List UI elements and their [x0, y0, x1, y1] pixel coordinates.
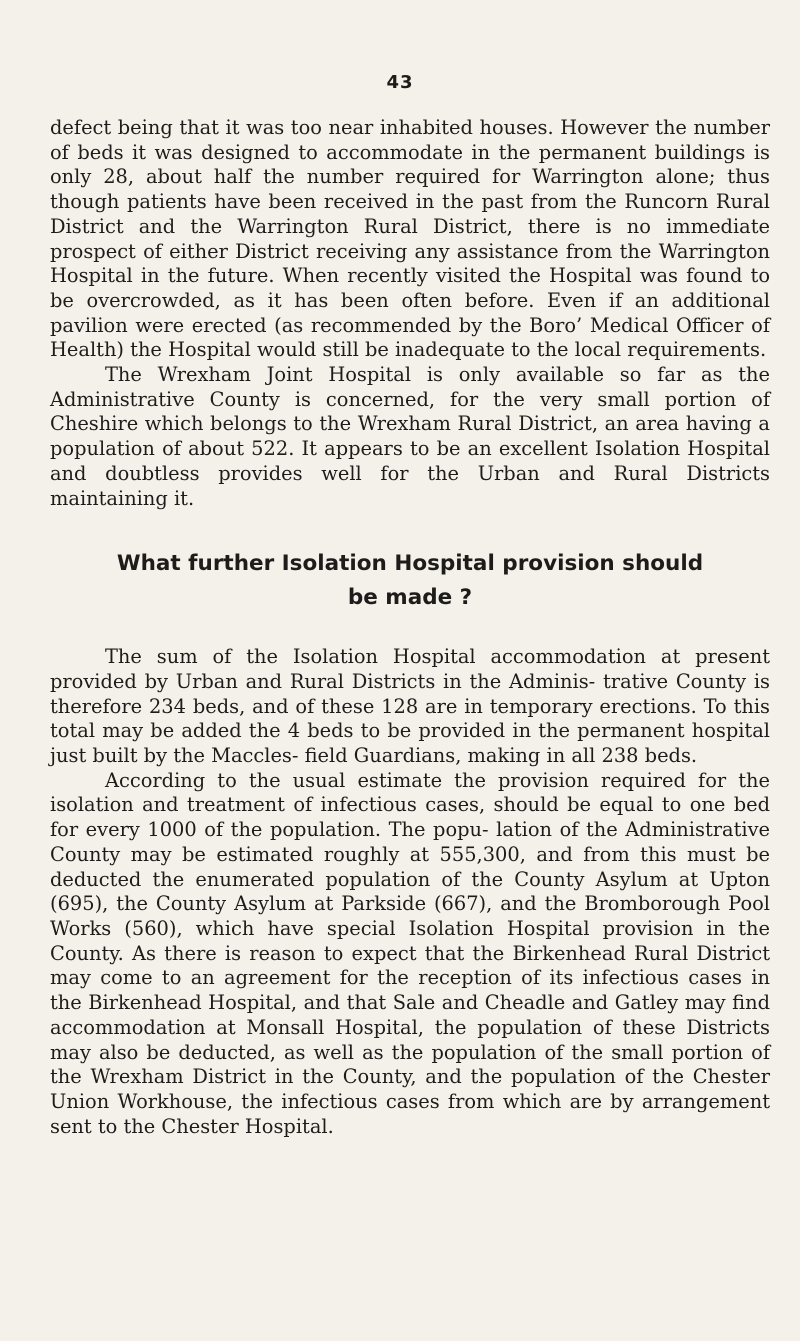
paragraph-accommodation-sum: The sum of the Isolation Hospital accommodation at present provided by Urban and Rural Districts in the Adminis- trative County is therefore 234 beds, and of these 128 are in temporary erections. To this total may be added the 4 beds to be provided in the permanent hospital just built by the Maccles- field Guardians, making in all 238 beds.: [50, 645, 770, 768]
paragraph-provision-estimate: According to the usual estimate the provision required for the isolation and treatment of infectious cases, should be equal to one bed for every 1000 of the population. The popu- lation of the Administrative County may be estimated roughly at 555,300, and from this must be deducted the enumerated population of the County Asylum at Upton (695), the County Asylum at Parkside (667), and the Bromborough Pool Works (560), which have special Isolation Hospital provision in the County. As there is reason to expect that the Birkenhead Rural District may come to an agreement for the reception of its infectious cases in the Birkenhead Hospital, and that Sale and Cheadle and Gatley may find accommodation at Monsall Hospital, the population of these Districts may also be deducted, as well as the population of the small portion of the Wrexham District in the County, and the population of the Chester Union Workhouse, the infectious cases from which are by arrangement sent to the Chester Hospital.: [50, 768, 770, 1138]
page-number: 43: [386, 72, 414, 93]
paragraph-wrexham-hospital: The Wrexham Joint Hospital is only available so far as the Administrative County is concerned, for the very small portion of Cheshire which belongs to the Wrexham Rural District, an area having a population of about 522. It appears to be an excellent Isolation Hospital and doubtless provides well for the Urban and Rural Districts maintaining it.: [50, 363, 770, 510]
section-heading: What further Isolation Hospital provision should be made ?: [116, 551, 704, 611]
page-body: [50, 116, 770, 1139]
paragraph-warrington-hospital: defect being that it was too near inhabited houses. However the number of beds it was designed to accommodate in the permanent buildings is only 28, about half the number required for Warrington alone; thus though patients have been received in the past from the Runcorn Rural District and the Warrington Rural District, there is no immediate prospect of either District receiving any assistance from the Warrington Hospital in the future. When recently visited the Hospital was found to be overcrowded, as it has been often before. Even if an additional pavilion were erected (as recommended by the Boro’ Medical Officer of Health) the Hospital would still be inadequate to the local requirements.: [50, 116, 770, 362]
